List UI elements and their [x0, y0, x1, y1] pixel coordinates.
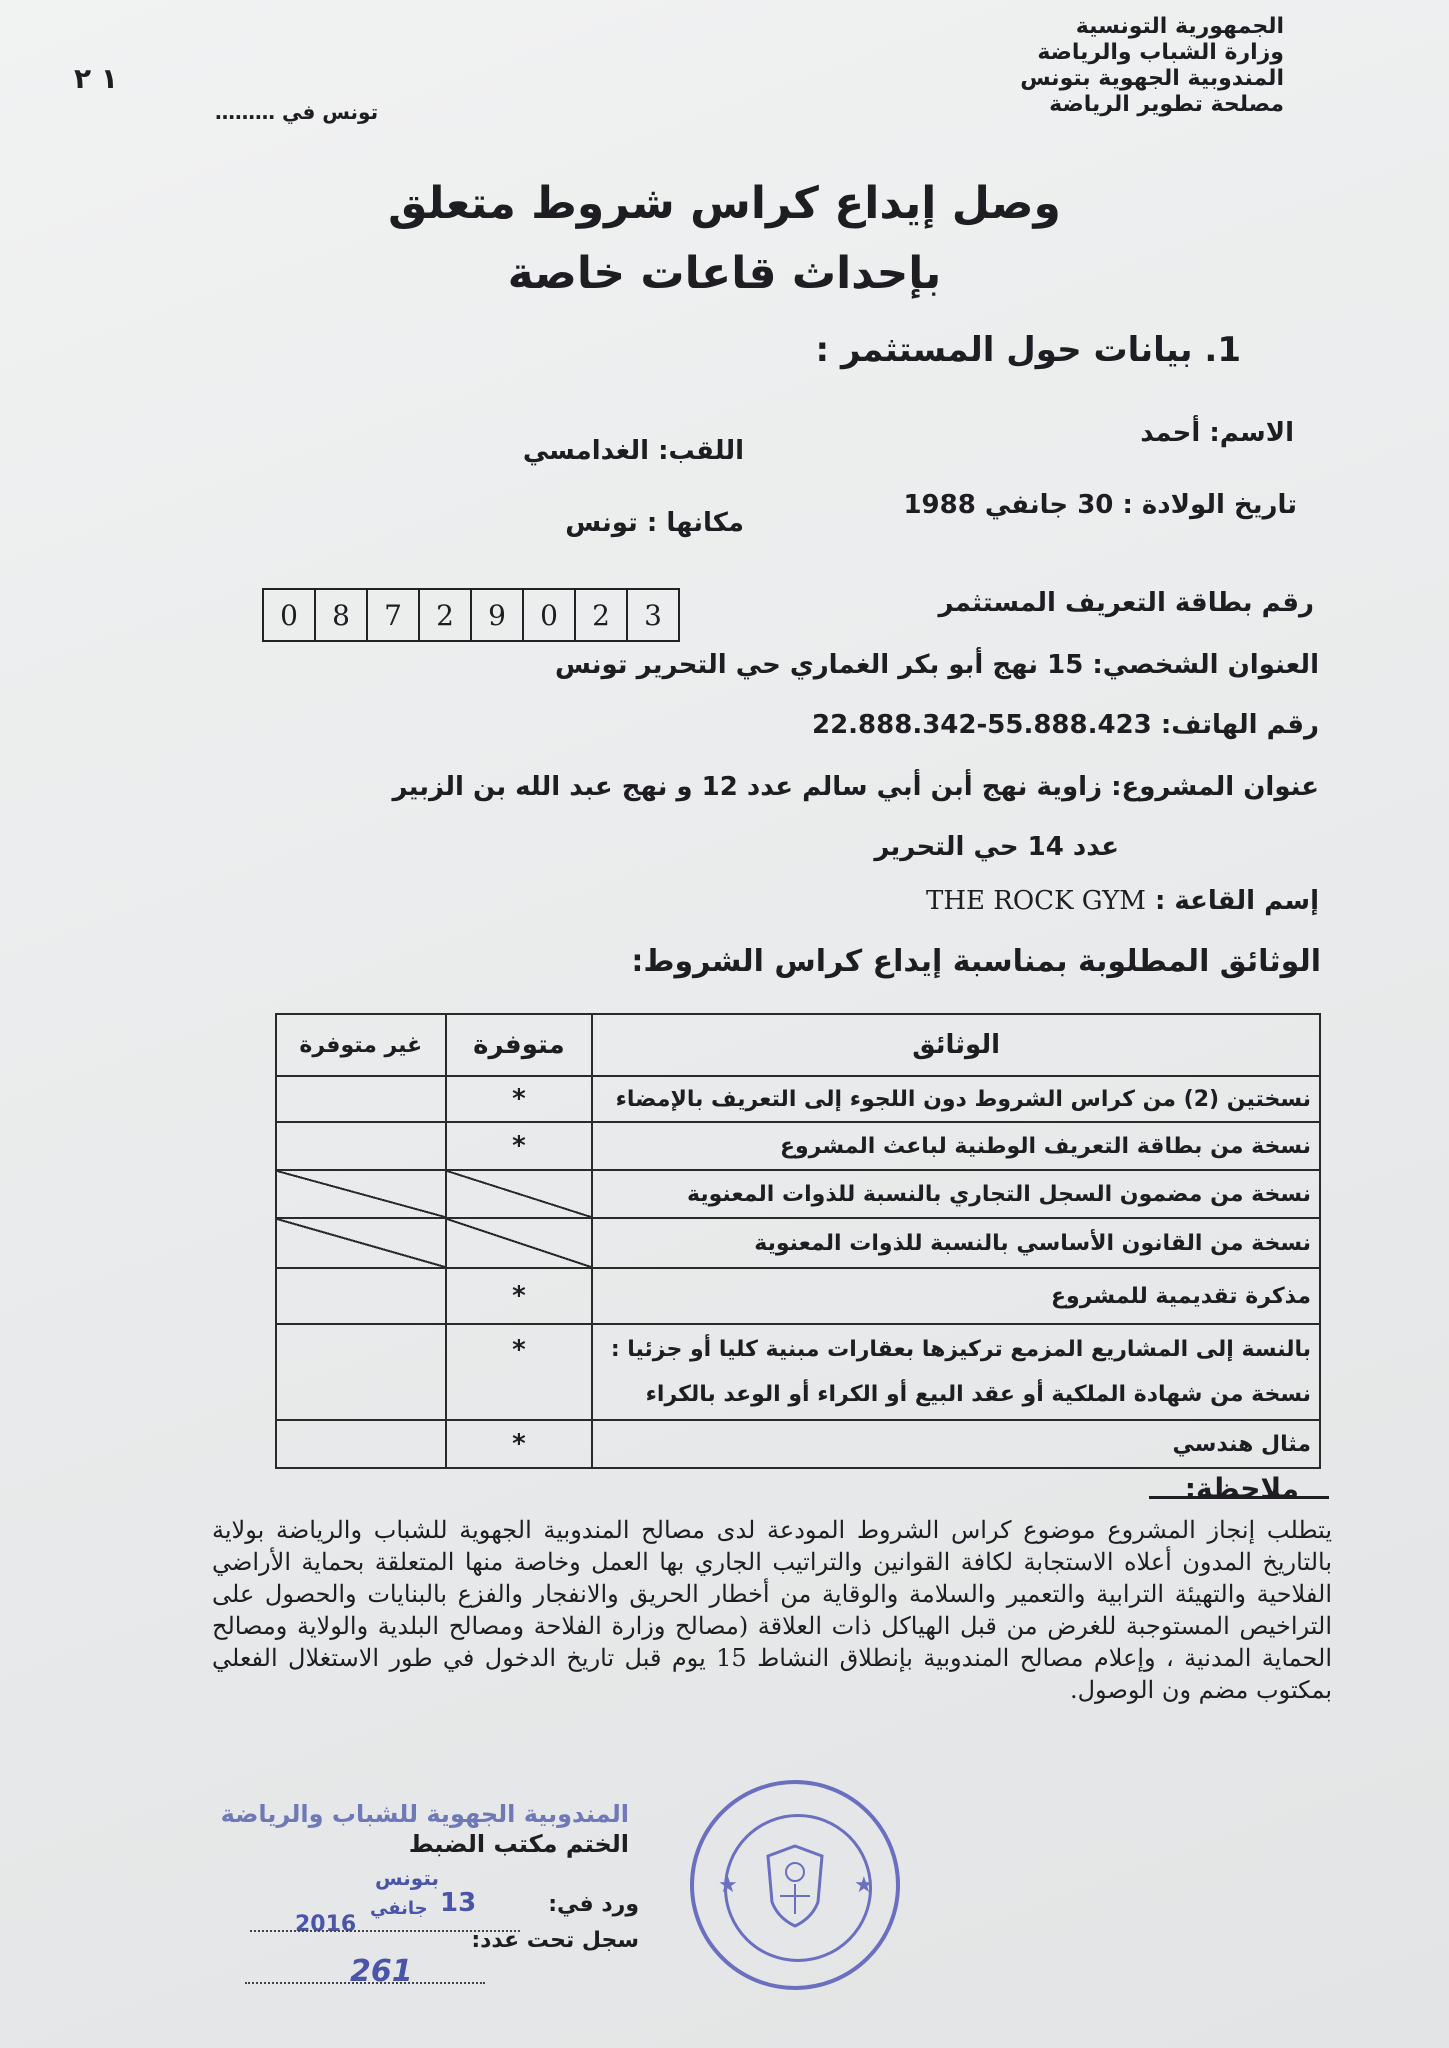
note-text: يتطلب إنجاز المشروع موضوع كراس الشروط المودعة لدى مصالح المندوبية الجهوية للشباب والرياضة بولاية بالتاريخ المدون أعلاه الاستجابة لكافة القوانين والتراتيب الجاري بها العمل وخاصة منها المتعلقة بحماية الأراضي الفلاحية والتهيئة الترابية والتعمير والسلامة والوقاية من أخطار الحريق والانفجار والفزع بالبنايات والحصول على التراخيص المستوجبة للغرض من قبل الهياكل ذات العلاقة (مصالح وزارة الفلاحة ومصالح البلدية والولاية ومصالح الحماية المدنية ، وإعلام مصالح المندوبية بإنطلاق النشاط 15 يوم قبل تاريخ الدخول في طور الاستغلال الفعلي بمكتوب مضم ون الوصول. — [212, 1516, 1332, 1704]
column-header-available: متوفرة — [446, 1014, 593, 1076]
page-title: وصل إيداع كراس شروط متعلق — [388, 178, 1061, 229]
not-available-cell — [276, 1076, 446, 1122]
address-field — [555, 650, 1319, 680]
table-row — [276, 1076, 1320, 1122]
ministry-header — [944, 14, 1284, 118]
id-digit: 9 — [470, 590, 522, 640]
available-cell-struck — [446, 1170, 593, 1218]
svg-text:★: ★ — [854, 1873, 874, 1898]
not-available-cell — [276, 1324, 446, 1420]
id-digit: 0 — [522, 590, 574, 640]
available-cell: * — [446, 1268, 593, 1324]
registered-number: 261 — [350, 1954, 413, 1989]
id-digit: 3 — [626, 590, 678, 640]
table-row — [276, 1170, 1320, 1218]
doc-cell: نسخة من مضمون السجل التجاري بالنسبة للذوات المعنوية — [592, 1170, 1320, 1218]
hall-name-value: THE ROCK GYM — [926, 886, 1146, 916]
registered-label: سجل تحت عدد: — [471, 1928, 639, 1953]
project-address-line2: عدد 14 حي التحرير — [874, 832, 1119, 862]
stamp-label: الختم مكتب الضبط — [408, 1830, 629, 1858]
table-row — [276, 1324, 1320, 1420]
id-digit: 2 — [418, 590, 470, 640]
stamp-office: المندوبية الجهوية للشباب والرياضة — [220, 1800, 629, 1828]
surname-field — [523, 436, 744, 466]
address-value: 15 نهج أبو بكر الغماري حي التحرير تونس — [554, 650, 1084, 680]
note-heading: ملاحظة: — [1184, 1472, 1299, 1505]
available-cell: * — [446, 1324, 593, 1420]
table-row — [276, 1268, 1320, 1324]
available-cell: * — [446, 1420, 593, 1468]
section-heading: 1. بيانات حول المستثمر : — [815, 330, 1241, 370]
stamp-city: بتونس — [375, 1866, 439, 1890]
birth-place-value: تونس — [565, 508, 638, 538]
name-label: الاسم: — [1209, 418, 1294, 448]
hall-name-field — [926, 886, 1319, 916]
available-cell-struck — [446, 1218, 593, 1268]
project-address-value: زاوية نهج أبن أبي سالم عدد 12 و نهج عبد الله بن الزبير — [392, 772, 1103, 802]
id-digit: 8 — [314, 590, 366, 640]
header-line: المندوبية الجهوية بتونس — [1020, 66, 1284, 91]
birth-date-value: 30 جانفي 1988 — [903, 490, 1114, 520]
page-number: ١ ٢ — [74, 62, 118, 95]
doc-cell: نسخة من بطاقة التعريف الوطنية لباعث المشروع — [592, 1122, 1320, 1170]
project-address-field — [393, 772, 1320, 802]
surname-label: اللقب: — [658, 436, 744, 466]
available-cell: * — [446, 1076, 593, 1122]
project-address-label: عنوان المشروع: — [1111, 772, 1319, 802]
documents-table — [275, 1013, 1321, 1469]
not-available-cell-struck — [276, 1170, 446, 1218]
table-header-row — [276, 1014, 1320, 1076]
received-year: 2016 — [295, 1912, 357, 1937]
column-header-not-available: غير متوفرة — [276, 1014, 446, 1076]
birth-place-label: مكانها : — [646, 508, 744, 538]
available-cell: * — [446, 1122, 593, 1170]
phone-field — [812, 710, 1319, 740]
header-line: وزارة الشباب والرياضة — [1037, 40, 1284, 65]
received-month: جانفي — [370, 1898, 428, 1919]
birth-date-label: تاريخ الولادة : — [1122, 490, 1297, 520]
not-available-cell — [276, 1268, 446, 1324]
header-line: الجمهورية التونسية — [1075, 14, 1284, 39]
address-label: العنوان الشخصي: — [1092, 650, 1319, 680]
official-seal — [690, 1780, 900, 1990]
received-day: 13 — [440, 1888, 477, 1918]
header-line: مصلحة تطوير الرياضة — [1049, 92, 1284, 117]
doc-cell: مثال هندسي — [592, 1420, 1320, 1468]
id-digit: 0 — [280, 598, 298, 632]
svg-text:★: ★ — [718, 1873, 738, 1898]
id-digit: 2 — [574, 590, 626, 640]
documents-heading: الوثائق المطلوبة بمناسبة إيداع كراس الشروط: — [631, 944, 1321, 979]
birth-place-field — [565, 508, 744, 538]
id-digit: 7 — [366, 590, 418, 640]
column-header-documents: الوثائق — [592, 1014, 1320, 1076]
id-label: رقم بطاقة التعريف المستثمر — [938, 588, 1314, 618]
phone-value: 22.888.342-55.888.423 — [812, 710, 1152, 740]
table-row — [276, 1218, 1320, 1268]
name-field — [1140, 418, 1294, 448]
hall-name-label: إسم القاعة : — [1154, 886, 1319, 916]
id-number-box — [262, 588, 680, 642]
page-title-line2: بإحداث قاعات خاصة — [507, 248, 942, 299]
table-row — [276, 1122, 1320, 1170]
surname-value: الغدامسي — [522, 436, 650, 466]
received-label: ورد في: — [548, 1892, 639, 1917]
table-row — [276, 1420, 1320, 1468]
not-available-cell — [276, 1420, 446, 1468]
doc-cell: نسختين (2) من كراس الشروط دون اللجوء إلى التعريف بالإمضاء — [592, 1076, 1320, 1122]
note-underline — [1149, 1496, 1329, 1499]
place-date: تونس في ……… — [215, 100, 379, 124]
doc-cell: مذكرة تقديمية للمشروع — [592, 1268, 1320, 1324]
doc-cell: نسخة من القانون الأساسي بالنسبة للذوات المعنوية — [592, 1218, 1320, 1268]
seal-emblem-icon — [694, 1784, 896, 1986]
name-value: أحمد — [1140, 418, 1201, 448]
doc-cell-line: بالنسة إلى المشاريع المزمع تركيزها بعقارات مبنية كليا أو جزئيا : — [610, 1337, 1311, 1362]
not-available-cell-struck — [276, 1218, 446, 1268]
doc-cell-line: نسخة من شهادة الملكية أو عقد البيع أو الكراء أو الوعد بالكراء — [645, 1382, 1311, 1407]
not-available-cell — [276, 1122, 446, 1170]
doc-cell — [592, 1324, 1320, 1420]
phone-label: رقم الهاتف: — [1160, 710, 1319, 740]
birth-date-field — [903, 490, 1297, 520]
